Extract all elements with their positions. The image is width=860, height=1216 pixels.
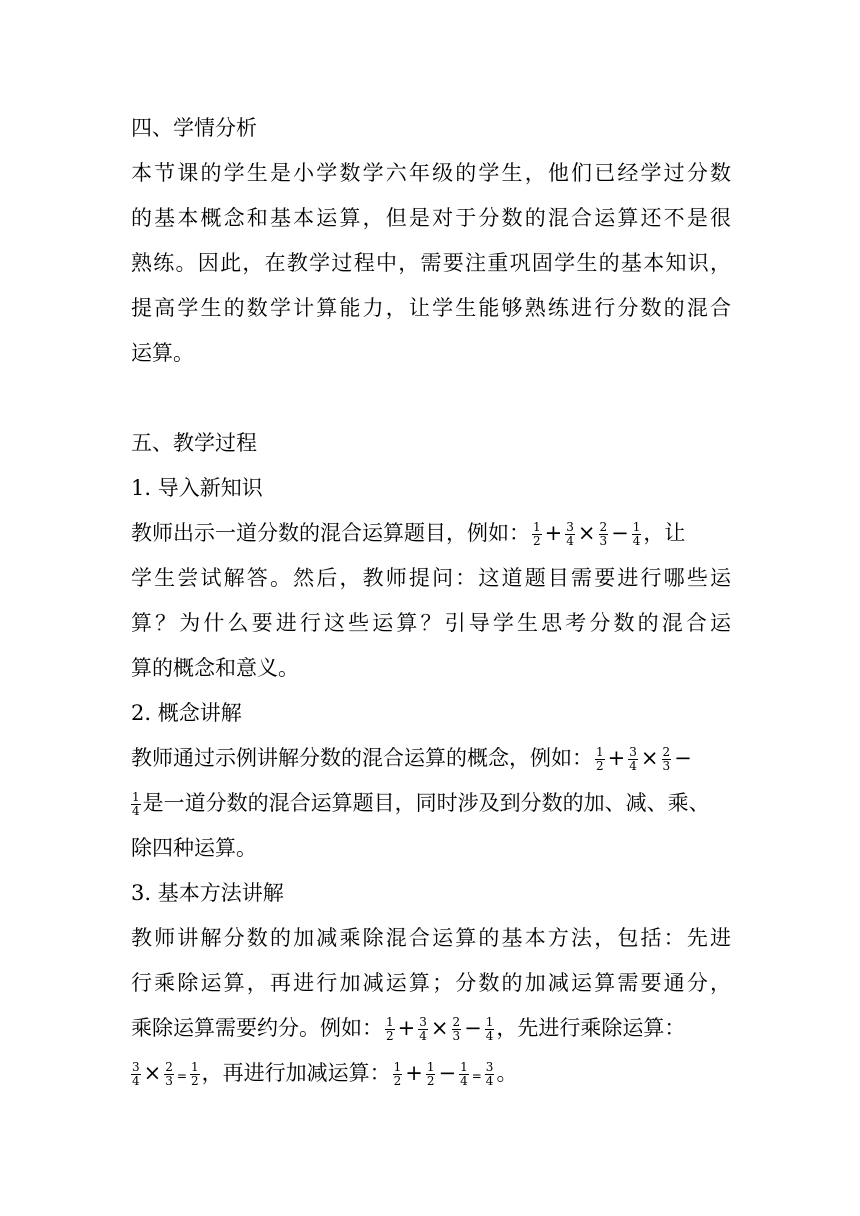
text-run: 是一道分数的混合运算题目，同时涉及到分数的加、减、乘、: [142, 791, 710, 815]
fraction: $\frac{1}{4}$: [485, 1015, 494, 1043]
operator: =: [176, 1069, 187, 1083]
fraction: $\frac{3}{4}$: [132, 1060, 140, 1088]
formula: [391, 1060, 497, 1088]
subsection-title: 3. 基本方法讲解: [131, 881, 284, 905]
text-run: 教师通过示例讲解分数的混合运算的概念，例如：: [131, 746, 593, 770]
formula: [383, 1015, 496, 1043]
formula: [530, 520, 643, 548]
operator: +: [397, 1016, 416, 1040]
paragraph-line: 算的概念和意义。: [131, 656, 299, 680]
text-run: ，先进行乘除运算：: [496, 1016, 686, 1040]
text-run: ，再进行加减运算：: [201, 1061, 391, 1085]
formula: [593, 745, 693, 773]
fraction: $\frac{1}{2}$: [533, 520, 541, 548]
fraction: $\frac{1}{2}$: [426, 1060, 435, 1088]
fraction: $\frac{1}{4}$: [460, 1060, 468, 1088]
fraction: $\frac{1}{2}$: [386, 1015, 394, 1043]
fraction: $\frac{3}{4}$: [566, 520, 574, 548]
paragraph-line-with-formula: [131, 1058, 731, 1091]
fraction: $\frac{1}{2}$: [596, 745, 604, 773]
section-heading-analysis: 四、学情分析: [131, 116, 257, 140]
subsection-title: 2. 概念讲解: [131, 701, 242, 725]
fraction: $\frac{2}{3}$: [165, 1060, 173, 1088]
paragraph-line: 行乘除运算，再进行加减运算；分数的加减运算需要通分，: [131, 971, 731, 995]
fraction: $\frac{2}{3}$: [662, 745, 671, 773]
text-run: 。: [496, 1061, 518, 1085]
paragraph-line: 本节课的学生是小学数学六年级的学生，他们已经学过分数: [131, 161, 731, 185]
fraction: $\frac{1}{2}$: [393, 1060, 402, 1088]
section-heading-process: 五、教学过程: [131, 431, 257, 455]
text-run: 乘除运算需要约分。例如：: [131, 1016, 383, 1040]
operator: +: [607, 746, 626, 770]
text-run: 教师出示一道分数的混合运算题目，例如：: [131, 521, 530, 545]
paragraph-line: 算？为什么要进行这些运算？引导学生思考分数的混合运: [131, 611, 731, 635]
operator: =: [471, 1069, 482, 1083]
operator: ×: [430, 1016, 449, 1040]
fraction: $\frac{3}{4}$: [485, 1060, 494, 1088]
fraction: $\frac{2}{3}$: [452, 1015, 461, 1043]
operator: −: [611, 521, 629, 545]
operator: ×: [143, 1061, 162, 1085]
paragraph-line: 教师讲解分数的加减乘除混合运算的基本方法，包括：先进: [131, 926, 731, 950]
formula: [131, 1060, 202, 1088]
paragraph-line: 的基本概念和基本运算，但是对于分数的混合运算还不是很: [131, 206, 731, 230]
fraction: $\frac{1}{2}$: [190, 1060, 199, 1088]
operator: ×: [577, 521, 596, 545]
fraction: $\frac{2}{3}$: [599, 520, 608, 548]
paragraph-line-with-formula: [131, 518, 731, 548]
fraction: $\frac{1}{4}$: [632, 520, 641, 548]
paragraph-line-with-formula: [131, 788, 731, 818]
fraction: $\frac{3}{4}$: [629, 745, 637, 773]
subsection-title: 1. 导入新知识: [131, 476, 263, 500]
paragraph-line-with-formula: [131, 1013, 731, 1043]
fraction: $\frac{3}{4}$: [419, 1015, 427, 1043]
fraction: $\frac{1}{4}$: [132, 790, 140, 818]
paragraph-line: 运算。: [131, 341, 194, 365]
operator: −: [464, 1016, 482, 1040]
operator: ×: [640, 746, 659, 770]
paragraph-line-with-formula: [131, 743, 731, 773]
paragraph-line: 除四种运算。: [131, 836, 257, 860]
paragraph-line: 熟练。因此，在教学过程中，需要注重巩固学生的基本知识，: [131, 251, 731, 275]
operator: +: [544, 521, 563, 545]
paragraph-line: 提高学生的数学计算能力，让学生能够熟练进行分数的混合: [131, 296, 731, 320]
operator: −: [674, 746, 692, 770]
operator: +: [405, 1061, 423, 1085]
paragraph-line: 学生尝试解答。然后，教师提问：这道题目需要进行哪些运: [131, 566, 731, 590]
operator: −: [438, 1061, 457, 1085]
text-run: ，让: [643, 521, 686, 545]
